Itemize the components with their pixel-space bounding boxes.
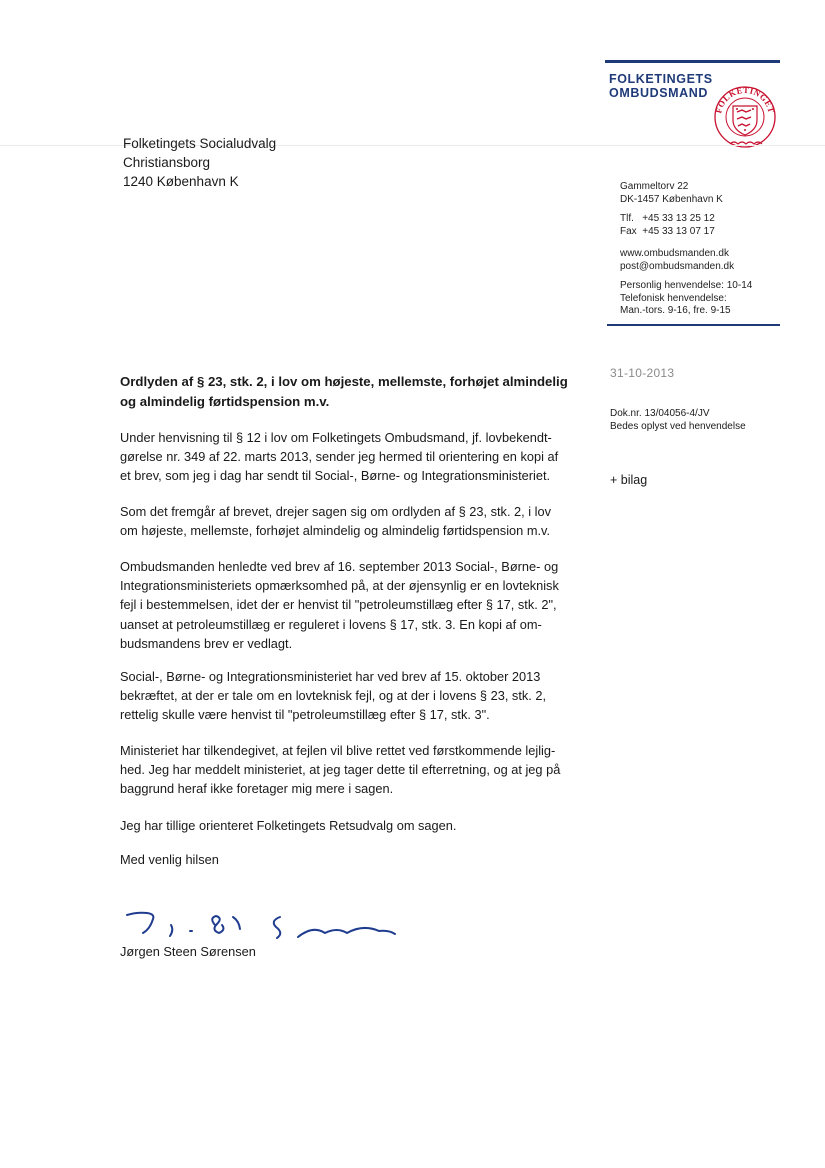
org-name bbox=[609, 72, 713, 100]
hours-personal: Personlig henvendelse: 10-14 bbox=[620, 280, 753, 291]
recipient-address bbox=[123, 134, 276, 191]
doc-number: Dok.nr. 13/04056-4/JV bbox=[610, 408, 710, 419]
letterhead-rule bbox=[605, 60, 780, 63]
sender-street: Gammeltorv 22 bbox=[620, 181, 689, 192]
recipient-building: Christiansborg bbox=[123, 155, 211, 170]
sender-hours bbox=[620, 280, 752, 318]
svg-text:FOLKETINGET bbox=[713, 85, 776, 114]
attachment-note: + bilag bbox=[610, 473, 648, 487]
paragraph-line: bekræftet, at der er tale om en lovteknisk fejl, og at der i lovens § 23, stk. 2, bbox=[120, 688, 547, 704]
paragraph-line: et brev, som jeg i dag har sendt til Social-, Børne- og Integrationsministeriet. bbox=[120, 468, 551, 484]
recipient-name: Folketingets Socialudvalg bbox=[123, 136, 277, 151]
sender-phone: Tlf. +45 33 13 25 12 bbox=[620, 213, 715, 224]
letter-subject bbox=[120, 372, 590, 411]
paragraph-line: Som det fremgår af brevet, drejer sagen sig om ordlyden af § 23, stk. 2, i lov bbox=[120, 504, 552, 519]
body-paragraph bbox=[120, 741, 588, 799]
letter-date: 31-10-2013 bbox=[610, 366, 675, 380]
sender-fax: Fax +45 33 13 07 17 bbox=[620, 225, 715, 237]
paragraph-line: Ministeriet har tilkendegivet, at fejlen vil blive rettet ved førstkommende lejlig- bbox=[120, 743, 556, 758]
parliament-seal-icon bbox=[708, 82, 782, 148]
sender-email[interactable]: post@ombudsmanden.dk bbox=[620, 260, 735, 272]
paragraph-line: budsmandens brev er vedlagt. bbox=[120, 635, 293, 651]
paragraph-line: rettelig skulle være henvist til "petroleumstillæg efter § 17, stk. 3". bbox=[120, 707, 490, 723]
paragraph-line: baggrund heraf ikke foretager mig mere i sagen. bbox=[120, 781, 394, 797]
sidebar-rule bbox=[607, 324, 780, 326]
sender-phone-block bbox=[620, 213, 715, 238]
subject-line: og almindelig førtidspension m.v. bbox=[120, 393, 330, 409]
paragraph-line: Jeg har tillige orienteret Folketingets Retsudvalg om sagen. bbox=[120, 818, 457, 833]
hours-phone: Man.-tors. 9-16, fre. 9-15 bbox=[620, 305, 731, 316]
recipient-city: 1240 København K bbox=[123, 174, 239, 189]
reference-note: Bedes oplyst ved henvendelse bbox=[610, 420, 746, 432]
org-name-line2: OMBUDSMAND bbox=[609, 86, 709, 100]
seal-text: FOLKETINGET bbox=[713, 84, 777, 115]
hours-phone-label: Telefonisk henvendelse: bbox=[620, 292, 727, 304]
body-paragraph bbox=[120, 816, 588, 835]
paragraph-line: Under henvisning til § 12 i lov om Folketingets Ombudsmand, jf. lovbekendt- bbox=[120, 430, 552, 445]
paragraph-line: hed. Jeg har meddelt ministeriet, at jeg tager dette til efterretning, og at jeg på bbox=[120, 762, 561, 778]
paragraph-line: Social-, Børne- og Integrationsministeriet har ved brev af 15. oktober 2013 bbox=[120, 669, 541, 684]
signatory-name: Jørgen Steen Sørensen bbox=[120, 944, 256, 959]
paragraph-line: uanset at petroleumstillæg er reguleret i lovens § 17, stk. 3. En kopi af om- bbox=[120, 616, 542, 632]
handwritten-signature bbox=[123, 903, 403, 945]
sender-web[interactable]: www.ombudsmanden.dk bbox=[620, 248, 729, 259]
document-reference bbox=[610, 408, 746, 433]
paragraph-line: gørelse nr. 349 af 22. marts 2013, sender jeg hermed til orientering en kopi af bbox=[120, 449, 559, 465]
body-paragraph bbox=[120, 667, 588, 725]
paragraph-line: fejl i bestemmelsen, idet der er henvist til "petroleumstillæg efter § 17, stk. 2", bbox=[120, 597, 557, 613]
paragraph-line: Integrationsministeriets opmærksomhed på, at der øjensynlig er en lovteknisk bbox=[120, 578, 559, 594]
closing-salutation: Med venlig hilsen bbox=[120, 852, 219, 867]
sender-web-block bbox=[620, 248, 734, 273]
body-paragraph bbox=[120, 428, 588, 486]
sender-city: DK-1457 København K bbox=[620, 193, 723, 205]
sender-address bbox=[620, 181, 723, 206]
paragraph-line: om højeste, mellemste, forhøjet almindelig og almindelig førtidspension m.v. bbox=[120, 523, 551, 539]
body-paragraph bbox=[120, 502, 588, 540]
org-name-line1: FOLKETINGETS bbox=[609, 72, 713, 86]
body-paragraph bbox=[120, 557, 588, 653]
subject-line: Ordlyden af § 23, stk. 2, i lov om højeste, mellemste, forhøjet almindelig bbox=[120, 374, 568, 389]
paragraph-line: Ombudsmanden henledte ved brev af 16. september 2013 Social-, Børne- og bbox=[120, 559, 559, 574]
